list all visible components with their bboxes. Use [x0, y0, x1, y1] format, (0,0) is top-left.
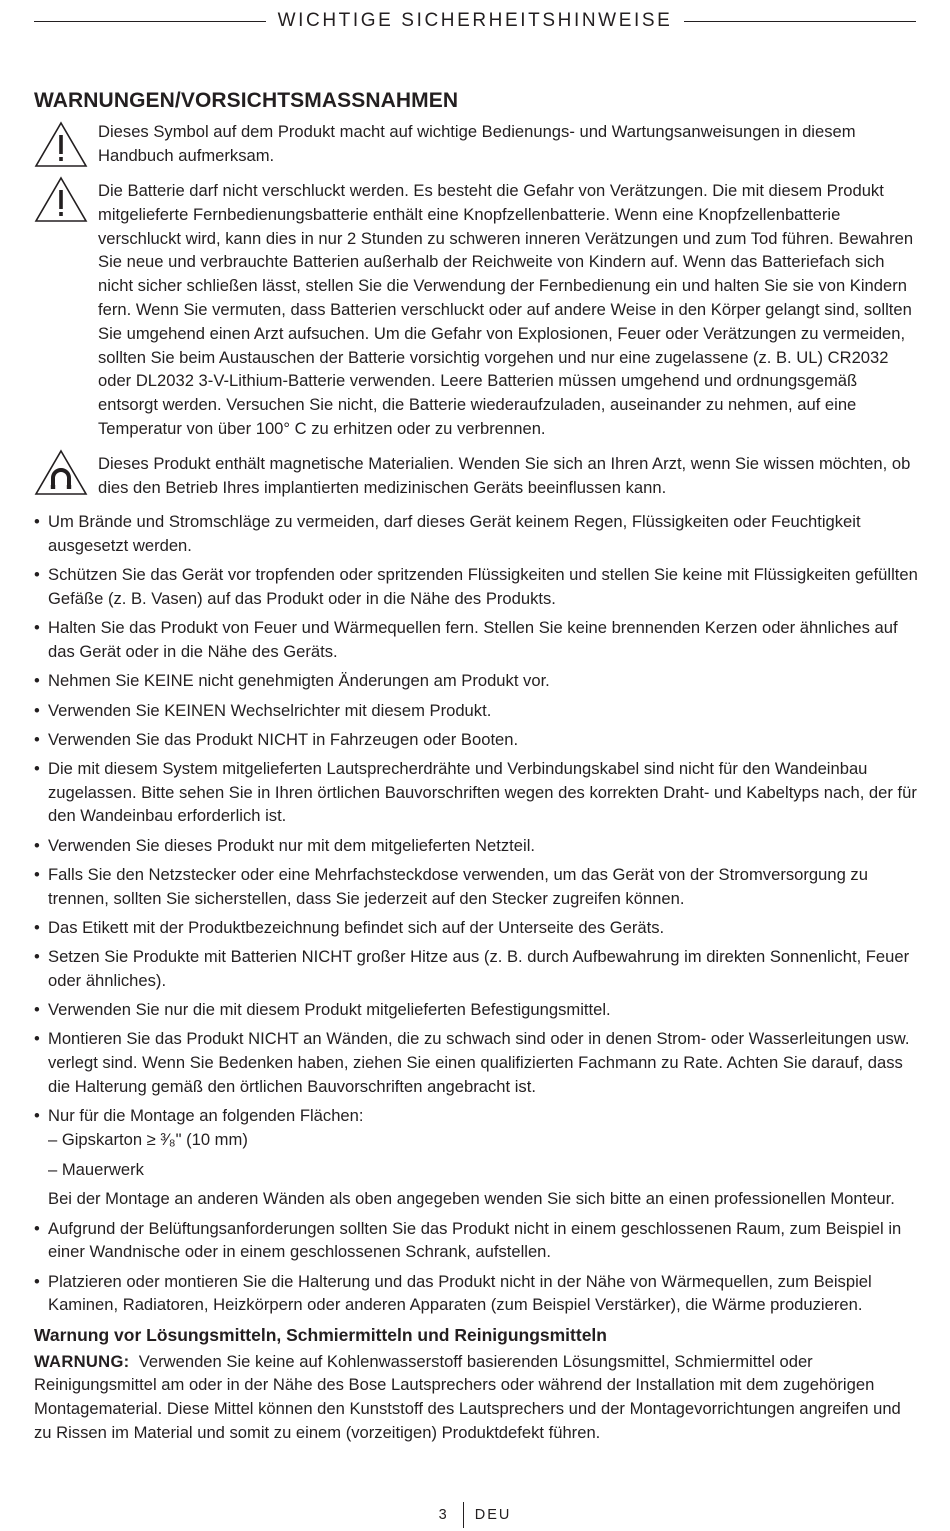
language-code: DEU [474, 1507, 512, 1523]
page-header [34, 9, 916, 33]
page-content [34, 88, 918, 1445]
mounting-surface: – Mauerwerk [48, 1159, 144, 1179]
page-number: 3 [438, 1507, 449, 1523]
solvent-warning-text: Verwenden Sie keine auf Kohlenwasserstoff basierenden Lösungsmittel, Schmiermittel oder Reinigungsmittel am oder in der Nähe des Bose Lautsprechers oder während der Installation mit dem zugehörigen Montagematerial. Diese Mittel können den Kunststoff des Lautsprechers und der Montagevorrichtungen angreifen und zu Rissen im Material und somit zu einem (vorzeitigen) Produktdefekt führen. [34, 1351, 901, 1442]
footer-separator [463, 1502, 464, 1528]
list-item: • Setzen Sie Produkte mit Batterien NICHT großer Hitze aus (z. B. durch Aufbewahrung im direkten Sonnenlicht, Feuer oder ähnliches). [34, 945, 918, 993]
page-footer [0, 1502, 950, 1528]
header-rule-left [34, 21, 266, 22]
list-item: • Schützen Sie das Gerät vor tropfenden oder spritzenden Flüssigkeiten und stellen Sie keine mit Flüssigkeiten gefüllten Gefäße (z. B. Vasen) auf das Produkt oder in die Nähe des Produkts. [34, 563, 918, 611]
magnet-warning-icon [34, 452, 88, 496]
list-item: • Halten Sie das Produkt von Feuer und Wärmequellen fern. Stellen Sie keine brennenden Kerzen oder ähnliches auf das Gerät oder in die Nähe des Geräts. [34, 616, 918, 664]
solvent-warning-paragraph [34, 1350, 918, 1445]
icon-block-text: Dieses Symbol auf dem Produkt macht auf wichtige Bedienungs- und Wartungsanweisungen in diesem Handbuch aufmerksam. [98, 122, 856, 165]
list-item: • Verwenden Sie nur die mit diesem Produkt mitgelieferten Befestigungsmittel. [34, 998, 918, 1022]
safety-bullet-list [34, 510, 918, 1317]
list-item-mounting [34, 1104, 918, 1211]
header-title: WICHTIGE SICHERHEITSHINWEISE [277, 10, 673, 31]
list-item: • Platzieren oder montieren Sie die Halterung und das Produkt nicht in der Nähe von Wärmequellen, zum Beispiel Kaminen, Radiatoren, Heizkörpern oder anderen Apparaten (zum Beispiel Verstärker), die Wärme produzieren. [34, 1270, 918, 1318]
list-item: • Das Etikett mit der Produktbezeichnung befindet sich auf der Unterseite des Geräts. [34, 916, 918, 940]
warning-label: WARNUNG: [34, 1351, 130, 1371]
solvent-warning-title: Warnung vor Lösungsmitteln, Schmiermitteln und Reinigungsmitteln [34, 1324, 607, 1345]
icon-block-magnet [34, 452, 918, 500]
icon-block-text: Dieses Produkt enthält magnetische Materialien. Wenden Sie sich an Ihren Arzt, wenn Sie wissen möchten, ob dies den Betrieb Ihres implantierten medizinischen Geräts beeinflussen kann. [98, 453, 911, 497]
section-title: WARNUNGEN/VORSICHTSMASSNAHMEN [34, 89, 459, 112]
list-item: • Verwenden Sie dieses Produkt nur mit dem mitgelieferten Netzteil. [34, 834, 918, 858]
list-item: • Falls Sie den Netzstecker oder eine Mehrfachsteckdose verwenden, um das Gerät von der Stromversorgung zu trennen, sollten Sie sicherstellen, dass Sie jederzeit auf den Stecker zugreifen können. [34, 863, 918, 911]
mounting-note: Bei der Montage an anderen Wänden als oben angegeben wenden Sie sich bitte an einen professionellen Monteur. [48, 1189, 895, 1209]
mounting-intro: • Nur für die Montage an folgenden Flächen: [48, 1105, 364, 1125]
list-item: • Verwenden Sie das Produkt NICHT in Fahrzeugen oder Booten. [34, 728, 918, 752]
list-item: • Verwenden Sie KEINEN Wechselrichter mit diesem Produkt. [34, 699, 918, 723]
icon-block-battery [34, 179, 918, 441]
header-rule-right [684, 21, 916, 22]
list-item: • Aufgrund der Belüftungsanforderungen sollten Sie das Produkt nicht in einem geschlossenen Raum, zum Beispiel in einer Wandnische oder in einem geschlossenen Schrank, aufstellen. [34, 1217, 918, 1265]
list-item: • Die mit diesem System mitgelieferten Lautsprecherdrähte und Verbindungskabel sind nicht für den Wandeinbau zugelassen. Bitte sehen Sie in Ihren örtlichen Bauvorschriften wegen des korrekten Draht- und Kabeltyps nach, der für den Wandeinbau erforderlich ist. [34, 757, 918, 828]
list-item: • Montieren Sie das Produkt NICHT an Wänden, die zu schwach sind oder in denen Strom- oder Wasserleitungen usw. verlegt sind. Wenn Sie Bedenken haben, ziehen Sie einen qualifizierten Fachmann zu Rate. Achten Sie darauf, dass die Halterung gemäß den örtlichen Bauvorschriften angebracht ist. [34, 1027, 918, 1098]
list-item: • Um Brände und Stromschläge zu vermeiden, darf dieses Gerät keinem Regen, Flüssigkeiten oder Feuchtigkeit ausgesetzt werden. [34, 510, 918, 558]
list-item: • Nehmen Sie KEINE nicht genehmigten Änderungen am Produkt vor. [34, 669, 918, 693]
warning-triangle-icon [34, 120, 88, 168]
warning-triangle-icon [34, 179, 88, 223]
mounting-surface: – Gipskarton ≥ ³⁄₈" (10 mm) [48, 1129, 248, 1149]
icon-block-text: Die Batterie darf nicht verschluckt werden. Es besteht die Gefahr von Verätzungen. Die mit diesem Produkt mitgelieferte Fernbedienungsbatterie enthält eine Knopfzellenbatterie. Wenn eine Knopfzellenbatterie verschluckt wird, kann dies in nur 2 Stunden zu schweren inneren Verätzungen und zum Tod führen. Bewahren Sie neue und verbrauchte Batterien außerhalb der Reichweite von Kindern auf. Wenn das Batteriefach sich nicht sicher schließen lässt, stellen Sie die Verwendung der Fernbedienung ein und halten Sie sie von Kindern fern. Wenn Sie vermuten, dass Batterien verschluckt oder auf andere Weise in den Körper gelangt sind, sollten Sie umgehend einen Arzt aufsuchen. Um die Gefahr von Explosionen, Feuer oder Verätzungen zu vermeiden, sollten Sie beim Austauschen der Batterie vorsichtig vorgehen und nur eine zugelassene (z. B. UL) CR2032 oder DL2032 3-V-Lithium-Batterie verwenden. Leere Batterien müssen umgehend und ordnungsgemäß entsorgt werden. Versuchen Sie nicht, die Batterie wiederaufzuladen, auseinander zu nehmen, auf eine Temperatur von über 100° C zu erhitzen oder zu verbrennen. [98, 181, 914, 438]
icon-block-symbol [34, 120, 918, 168]
